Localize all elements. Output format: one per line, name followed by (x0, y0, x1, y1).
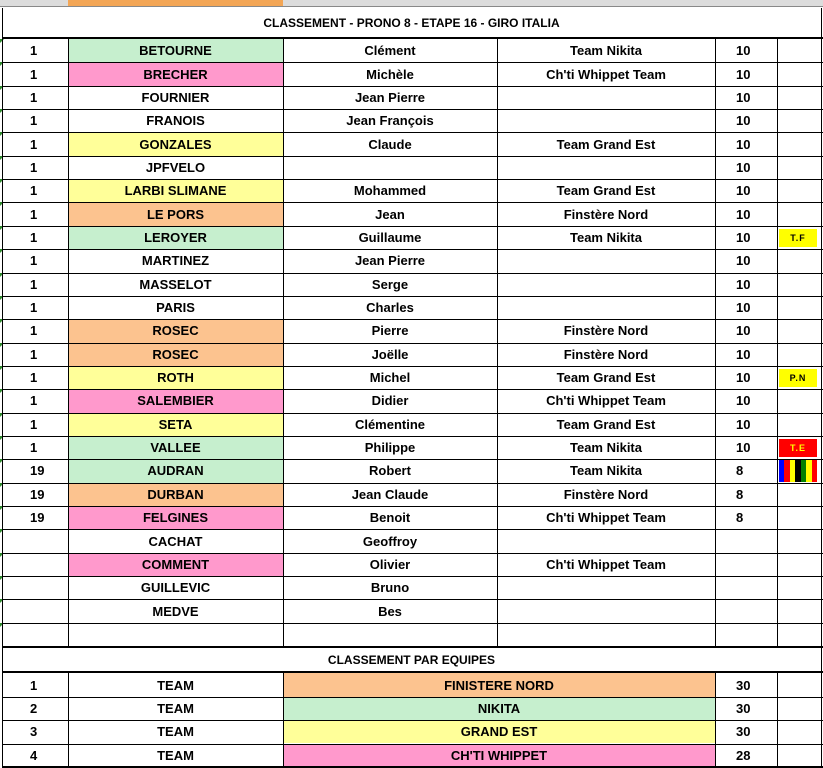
grid-line (2, 37, 823, 39)
grid-line (2, 529, 823, 530)
team-cell[interactable]: Team Nikita (569, 43, 642, 59)
rank-cell[interactable] (0, 576, 68, 599)
team-label-cell[interactable]: TEAM (157, 700, 194, 716)
team-name-cell[interactable]: CH'TI WHIPPET (283, 744, 715, 767)
badge-cell[interactable] (777, 86, 823, 109)
grid-line (2, 249, 823, 250)
table-row (0, 413, 823, 436)
points-cell[interactable]: 10 (736, 393, 751, 409)
rank-cell[interactable]: 19 (0, 459, 68, 482)
points-cell[interactable]: 8 (736, 510, 744, 526)
badge-cell[interactable]: P.N (779, 369, 817, 387)
first-name-cell[interactable]: Pierre (371, 323, 409, 339)
first-name-cell[interactable]: Jean François (346, 113, 434, 129)
table-row (0, 109, 823, 132)
badge-cell[interactable] (777, 109, 823, 132)
team-cell[interactable]: Ch'ti Whippet Team (546, 66, 666, 82)
first-name-cell[interactable]: Clémentine (354, 416, 426, 432)
table-row (0, 529, 823, 552)
team-row (0, 697, 823, 720)
points-cell[interactable]: 10 (736, 183, 751, 199)
column-header-a[interactable] (0, 0, 68, 7)
team-cell[interactable] (497, 249, 715, 272)
badge-cell[interactable] (777, 296, 823, 319)
grid-line (2, 671, 823, 673)
last-name-cell[interactable]: PARIS (156, 300, 195, 316)
first-name-cell[interactable]: Jean Claude (351, 486, 429, 502)
first-name-cell[interactable] (283, 156, 497, 179)
grid-line (2, 744, 823, 745)
grid-line (283, 673, 284, 766)
team-cell[interactable]: Team Grand Est (556, 416, 656, 432)
rank-cell[interactable]: 1 (0, 319, 68, 342)
badge-cell[interactable] (777, 529, 823, 552)
badge-cell[interactable] (777, 576, 823, 599)
last-name-cell[interactable]: ROSEC (68, 319, 283, 342)
team-label-cell[interactable]: TEAM (157, 747, 194, 763)
last-name-cell[interactable]: VALLEE (68, 436, 283, 459)
team-row (0, 744, 823, 767)
last-name-cell[interactable]: MASSELOT (139, 276, 212, 292)
first-name-cell[interactable]: Philippe (364, 440, 416, 456)
table-row (0, 156, 823, 179)
grid-line (2, 226, 823, 227)
points-cell[interactable] (715, 576, 777, 599)
team-name-cell[interactable]: GRAND EST (283, 720, 715, 743)
team-empty-cell[interactable] (777, 720, 823, 743)
grid-line (2, 576, 823, 577)
last-name-cell[interactable] (68, 623, 283, 646)
grid-line (2, 86, 823, 87)
first-name-cell[interactable]: Michel (369, 370, 411, 386)
grid-line (2, 366, 823, 367)
table-row (0, 599, 823, 622)
last-name-cell[interactable]: FELGINES (68, 506, 283, 529)
points-cell[interactable]: 8 (736, 463, 744, 479)
last-name-cell[interactable]: LE PORS (68, 202, 283, 225)
rank-cell[interactable]: 1 (0, 249, 68, 272)
table-row (0, 273, 823, 296)
table-row (0, 132, 823, 155)
first-name-cell[interactable]: Olivier (369, 556, 411, 572)
grid-line (2, 109, 823, 110)
team-cell[interactable] (497, 109, 715, 132)
team-cell[interactable] (497, 273, 715, 296)
badge-cell[interactable]: T.E (779, 439, 817, 457)
first-name-cell[interactable]: Bruno (370, 580, 410, 596)
badge-cell[interactable] (777, 132, 823, 155)
grid-line (2, 389, 823, 390)
rank-cell[interactable]: 19 (0, 506, 68, 529)
last-name-cell[interactable]: MEDVE (152, 603, 199, 619)
title-row (0, 8, 823, 37)
first-name-cell[interactable]: Mohammed (353, 183, 427, 199)
rank-cell[interactable]: 1 (0, 39, 68, 62)
team-cell[interactable]: Ch'ti Whippet Team (546, 510, 666, 526)
grid-line (2, 506, 823, 507)
badge-cell[interactable] (777, 506, 823, 529)
last-name-cell[interactable]: SETA (68, 413, 283, 436)
rank-cell[interactable]: 1 (0, 273, 68, 296)
grid-line (2, 179, 823, 180)
rank-cell[interactable]: 1 (0, 366, 68, 389)
grid-line (715, 673, 716, 766)
table-row (0, 506, 823, 529)
first-name-cell[interactable]: Jean Pierre (354, 89, 426, 105)
points-cell[interactable] (715, 553, 777, 576)
team-label-cell[interactable]: TEAM (157, 677, 194, 693)
team-points-cell[interactable]: 30 (736, 700, 751, 716)
team-cell[interactable] (497, 156, 715, 179)
rank-cell[interactable]: 1 (0, 156, 68, 179)
table-row (0, 249, 823, 272)
team-rank-cell[interactable]: 2 (30, 700, 38, 716)
points-cell[interactable]: 10 (736, 43, 751, 59)
team-ranking-title-row (0, 648, 823, 671)
rank-cell[interactable]: 1 (0, 413, 68, 436)
badge-cell[interactable] (779, 460, 817, 481)
team-rank-cell[interactable]: 1 (30, 677, 38, 693)
table-row (0, 39, 823, 62)
first-name-cell[interactable] (283, 623, 497, 646)
team-row (0, 673, 823, 696)
points-cell[interactable]: 10 (736, 370, 751, 386)
rank-cell[interactable] (0, 553, 68, 576)
last-name-cell[interactable]: LARBI SLIMANE (68, 179, 283, 202)
rank-cell[interactable]: 1 (0, 296, 68, 319)
team-cell[interactable]: Finstère Nord (563, 346, 649, 362)
points-cell[interactable]: 10 (736, 440, 751, 456)
team-cell[interactable]: Ch'ti Whippet Team (546, 393, 666, 409)
grid-line (2, 623, 823, 624)
badge-cell[interactable] (777, 553, 823, 576)
rank-cell[interactable] (0, 599, 68, 622)
badge-cell[interactable] (777, 319, 823, 342)
rank-cell[interactable]: 1 (0, 226, 68, 249)
last-name-cell[interactable]: CACHAT (148, 533, 203, 549)
column-header-f[interactable] (777, 0, 823, 7)
points-cell[interactable]: 10 (736, 276, 751, 292)
table-row (0, 483, 823, 506)
team-empty-cell[interactable] (777, 697, 823, 720)
points-cell[interactable]: 10 (736, 323, 751, 339)
grid-line (2, 8, 3, 767)
first-name-cell[interactable]: Clément (364, 43, 416, 59)
badge-cell[interactable] (777, 39, 823, 62)
team-cell[interactable]: Team Nikita (569, 463, 642, 479)
grid-line (2, 646, 823, 648)
team-empty-cell[interactable] (777, 673, 823, 696)
points-cell[interactable]: 10 (736, 253, 751, 269)
points-cell[interactable] (715, 599, 777, 622)
table-row (0, 226, 823, 249)
first-name-cell[interactable]: Guillaume (358, 229, 422, 245)
badge-cell[interactable]: T.F (779, 229, 817, 247)
team-ranking-title: CLASSEMENT PAR EQUIPES (327, 652, 496, 667)
badge-cell[interactable] (777, 483, 823, 506)
first-name-cell[interactable]: Serge (371, 276, 409, 292)
points-cell[interactable]: 10 (736, 66, 751, 82)
last-name-cell[interactable]: ROSEC (68, 343, 283, 366)
points-cell[interactable]: 10 (736, 159, 751, 175)
last-name-cell[interactable]: SALEMBIER (68, 389, 283, 412)
points-cell[interactable]: 10 (736, 89, 751, 105)
last-name-cell[interactable]: MARTINEZ (141, 253, 210, 269)
rank-cell[interactable]: 1 (0, 62, 68, 85)
first-name-cell[interactable]: Geoffroy (362, 533, 418, 549)
last-name-cell[interactable]: GONZALES (68, 132, 283, 155)
rank-cell[interactable]: 1 (0, 132, 68, 155)
team-cell[interactable] (497, 86, 715, 109)
last-name-cell[interactable]: BRECHER (68, 62, 283, 85)
team-cell[interactable] (497, 599, 715, 622)
points-cell[interactable]: 10 (736, 416, 751, 432)
team-cell[interactable]: Team Grand Est (556, 370, 656, 386)
column-header-e[interactable] (715, 0, 777, 7)
team-points-cell[interactable]: 30 (736, 677, 751, 693)
first-name-cell[interactable]: Benoit (369, 510, 411, 526)
grid-line (497, 39, 498, 646)
team-rank-cell[interactable]: 4 (30, 747, 38, 763)
grid-line (2, 343, 823, 344)
table-row (0, 86, 823, 109)
team-rank-cell[interactable]: 3 (30, 724, 38, 740)
last-name-cell[interactable]: AUDRAN (68, 459, 283, 482)
badge-cell[interactable] (777, 273, 823, 296)
team-cell[interactable] (497, 296, 715, 319)
table-row (0, 343, 823, 366)
grid-line (777, 39, 778, 646)
table-row (0, 436, 823, 459)
table-row (0, 459, 823, 482)
column-header-d[interactable] (497, 0, 715, 7)
table-row (0, 319, 823, 342)
last-name-cell[interactable]: ROTH (68, 366, 283, 389)
team-cell[interactable]: Ch'ti Whippet Team (546, 556, 666, 572)
grid-line (2, 132, 823, 133)
grid-line (715, 39, 716, 646)
rank-cell[interactable]: 1 (0, 389, 68, 412)
last-name-cell[interactable]: JPFVELO (145, 159, 206, 175)
badge-cell[interactable] (777, 62, 823, 85)
points-cell[interactable]: 10 (736, 136, 751, 152)
grid-line (821, 8, 822, 767)
points-cell[interactable]: 10 (736, 113, 751, 129)
team-cell[interactable]: Team Nikita (569, 229, 642, 245)
first-name-cell[interactable]: Bes (378, 603, 402, 619)
last-name-cell[interactable]: FOURNIER (141, 89, 210, 105)
badge-cell[interactable] (777, 389, 823, 412)
first-name-cell[interactable]: Didier (371, 393, 409, 409)
grid-line (2, 483, 823, 484)
grid-line (2, 553, 823, 554)
badge-cell[interactable] (777, 156, 823, 179)
table-row (0, 389, 823, 412)
grid-line (2, 319, 823, 320)
table-row (0, 202, 823, 225)
team-points-cell[interactable]: 28 (736, 747, 751, 763)
table-row (0, 296, 823, 319)
team-cell[interactable]: Team Nikita (569, 440, 642, 456)
rank-cell[interactable]: 1 (0, 343, 68, 366)
table-row (0, 623, 823, 646)
rank-cell[interactable]: 1 (0, 436, 68, 459)
rank-cell[interactable] (0, 529, 68, 552)
column-header-b[interactable] (68, 0, 283, 7)
points-cell[interactable]: 10 (736, 300, 751, 316)
grid-line (2, 697, 823, 698)
points-cell[interactable]: 8 (736, 486, 744, 502)
grid-line (2, 413, 823, 414)
points-cell[interactable]: 10 (736, 206, 751, 222)
table-row (0, 62, 823, 85)
rank-cell[interactable]: 1 (0, 86, 68, 109)
first-name-cell[interactable]: Joëlle (371, 346, 409, 362)
rank-cell[interactable]: 1 (0, 202, 68, 225)
team-label-cell[interactable]: TEAM (157, 724, 194, 740)
last-name-cell[interactable]: LEROYER (68, 226, 283, 249)
grid-line (68, 673, 69, 766)
rank-cell[interactable] (0, 623, 68, 646)
first-name-cell[interactable]: Claude (368, 136, 412, 152)
grid-line (283, 39, 284, 646)
team-cell[interactable]: Finstère Nord (563, 486, 649, 502)
badge-cell[interactable] (777, 249, 823, 272)
grid-line (2, 720, 823, 721)
points-cell[interactable] (715, 529, 777, 552)
team-cell[interactable]: Team Grand Est (556, 183, 656, 199)
first-name-cell[interactable]: Michèle (366, 66, 414, 82)
badge-cell[interactable] (777, 599, 823, 622)
team-name-cell[interactable]: FINISTERE NORD (283, 673, 715, 696)
badge-cell[interactable] (777, 413, 823, 436)
grid-line (2, 436, 823, 437)
last-name-cell[interactable]: BETOURNE (68, 39, 283, 62)
grid-line (68, 39, 69, 646)
team-cell[interactable] (497, 623, 715, 646)
rank-cell[interactable]: 1 (0, 109, 68, 132)
first-name-cell[interactable]: Jean Pierre (354, 253, 426, 269)
first-name-cell[interactable]: Jean (375, 206, 405, 222)
sheet-title: CLASSEMENT - PRONO 8 - ETAPE 16 - GIRO ITALIA (263, 15, 560, 30)
grid-line (2, 156, 823, 157)
grid-line (777, 673, 778, 766)
team-cell[interactable]: Finstère Nord (563, 206, 649, 222)
last-name-cell[interactable]: COMMENT (68, 553, 283, 576)
team-cell[interactable]: Finstère Nord (563, 323, 649, 339)
table-row (0, 576, 823, 599)
grid-line (2, 459, 823, 460)
rank-cell[interactable]: 19 (0, 483, 68, 506)
grid-line (2, 62, 823, 63)
grid-line (2, 599, 823, 600)
grid-line (2, 296, 823, 297)
badge-cell[interactable] (777, 179, 823, 202)
column-header-c[interactable] (283, 0, 497, 7)
last-name-cell[interactable]: FRANOIS (146, 113, 205, 129)
first-name-cell[interactable]: Charles (366, 300, 414, 316)
team-cell[interactable]: Team Grand Est (556, 136, 656, 152)
badge-cell[interactable] (777, 343, 823, 366)
table-row (0, 179, 823, 202)
team-points-cell[interactable]: 30 (736, 724, 751, 740)
badge-cell[interactable] (777, 202, 823, 225)
team-empty-cell[interactable] (777, 744, 823, 767)
team-cell[interactable] (497, 529, 715, 552)
table-row (0, 366, 823, 389)
team-name-cell[interactable]: NIKITA (283, 697, 715, 720)
points-cell[interactable]: 10 (736, 346, 751, 362)
points-cell[interactable] (715, 623, 777, 646)
team-cell[interactable] (497, 576, 715, 599)
last-name-cell[interactable]: GUILLEVIC (140, 580, 211, 596)
flag-icon (779, 460, 817, 481)
grid-line (2, 273, 823, 274)
grid-line (2, 202, 823, 203)
last-name-cell[interactable]: DURBAN (68, 483, 283, 506)
table-row (0, 553, 823, 576)
points-cell[interactable]: 10 (736, 229, 751, 245)
rank-cell[interactable]: 1 (0, 179, 68, 202)
first-name-cell[interactable]: Robert (369, 463, 411, 479)
badge-cell[interactable] (777, 623, 823, 646)
team-row (0, 720, 823, 743)
